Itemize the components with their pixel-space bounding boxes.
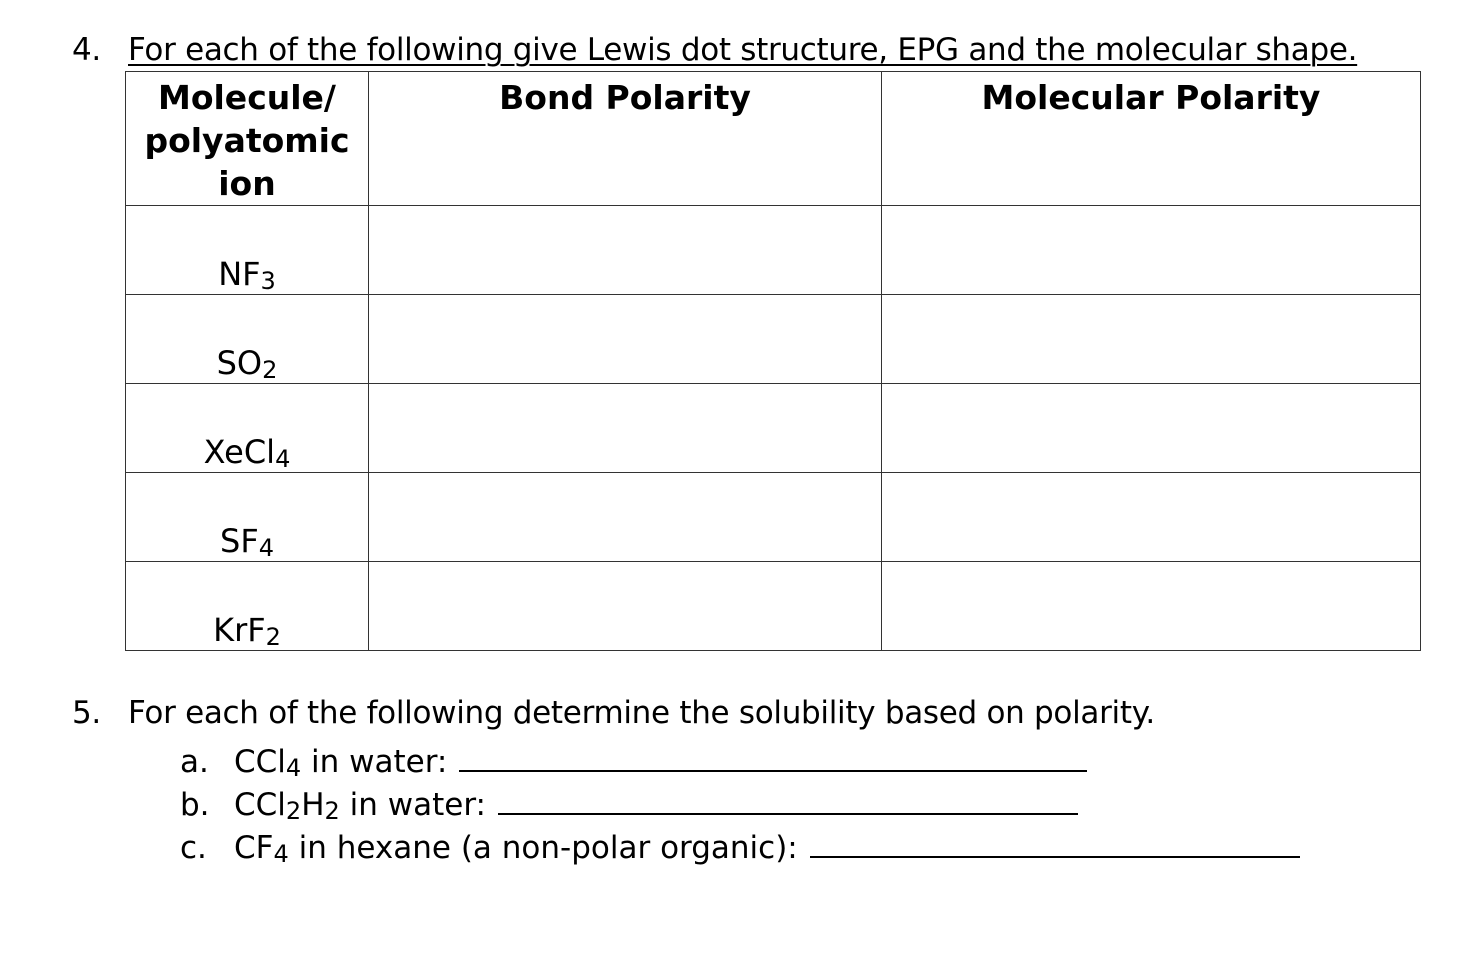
header-molecule xyxy=(126,72,369,206)
answer-blank-b[interactable] xyxy=(498,781,1078,815)
answer-blank-c[interactable] xyxy=(810,824,1300,858)
table-header-row xyxy=(126,72,1421,206)
molecular-polarity-answer-cell[interactable] xyxy=(882,562,1421,651)
header-molecule-line3: ion xyxy=(218,164,276,203)
list-item: c. $CF_4$ in hexane (a non-polar organic): xyxy=(180,824,1300,867)
answer-blank-a[interactable] xyxy=(459,738,1087,772)
molecule-cell: $SO_2$ xyxy=(126,295,369,384)
bond-polarity-answer-cell[interactable] xyxy=(369,473,882,562)
molecular-polarity-answer-cell[interactable] xyxy=(882,206,1421,295)
molecule-cell: $SF_4$ xyxy=(126,473,369,562)
table-row xyxy=(126,206,1421,295)
table-row xyxy=(126,473,1421,562)
header-bond-polarity: Bond Polarity xyxy=(369,72,882,206)
question-5-text: For each of the following determine the solubility based on polarity. xyxy=(128,695,1155,731)
table-row xyxy=(126,384,1421,473)
molecule-cell: KrF$_2$ xyxy=(126,562,369,651)
question-5-items xyxy=(180,738,1300,867)
bond-polarity-answer-cell[interactable] xyxy=(369,206,882,295)
table-row xyxy=(126,295,1421,384)
header-molecule-line1: Molecule/ xyxy=(157,78,336,117)
header-molecule-line2: polyatomic xyxy=(144,121,350,160)
molecule-cell: XeCl$_4$ xyxy=(126,384,369,473)
molecular-polarity-answer-cell[interactable] xyxy=(882,384,1421,473)
question-4-text: For each of the following give Lewis dot structure, EPG and the molecular shape. xyxy=(128,32,1358,68)
bond-polarity-answer-cell[interactable] xyxy=(369,295,882,384)
header-molecular-polarity: Molecular Polarity xyxy=(882,72,1421,206)
list-item: b. $CCl_2H_2$ in water: xyxy=(180,781,1300,824)
bond-polarity-answer-cell[interactable] xyxy=(369,384,882,473)
bond-polarity-answer-cell[interactable] xyxy=(369,562,882,651)
list-item: a. CCl$_4$ in water: xyxy=(180,738,1300,781)
molecule-cell: $NF_3$ xyxy=(126,206,369,295)
table-row xyxy=(126,562,1421,651)
question-5-number: 5. xyxy=(72,695,101,731)
polarity-table xyxy=(125,71,1421,651)
molecular-polarity-answer-cell[interactable] xyxy=(882,295,1421,384)
molecular-polarity-answer-cell[interactable] xyxy=(882,473,1421,562)
question-4-number: 4. xyxy=(72,32,101,68)
